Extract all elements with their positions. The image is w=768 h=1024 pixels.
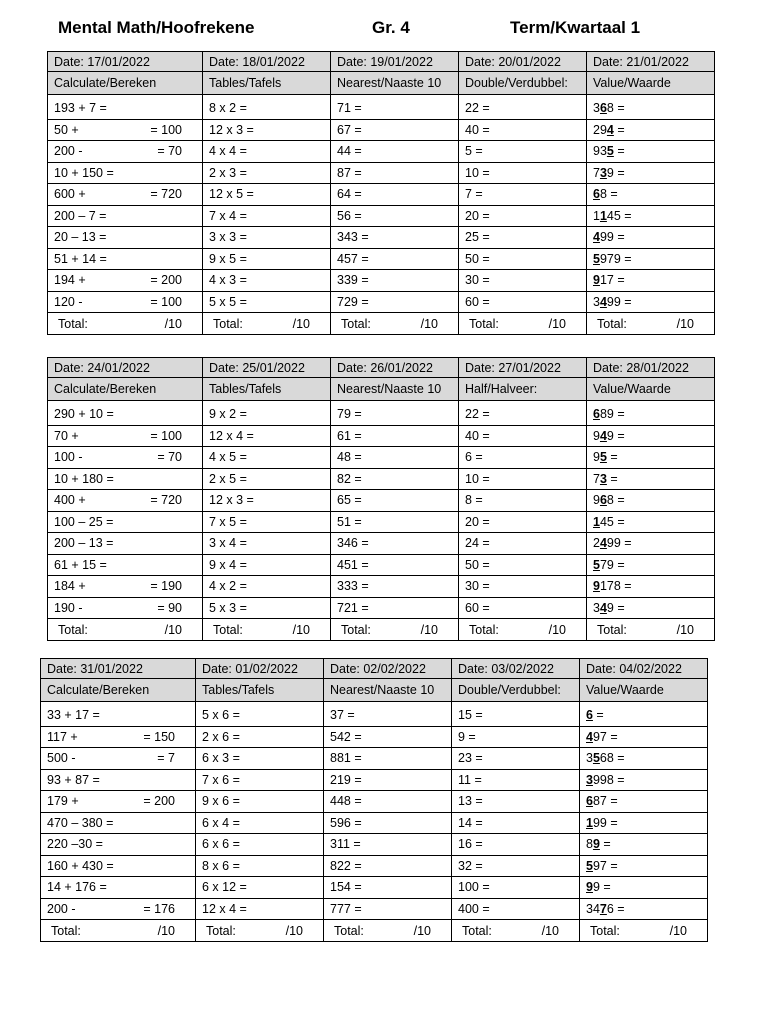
tables-cell: 6 x 12 = <box>196 877 324 899</box>
total-cell: Total: /10 <box>580 920 708 942</box>
double-cell: 50 = <box>459 554 587 576</box>
question-row <box>48 205 715 227</box>
tables-cell: 2 x 5 = <box>203 468 331 490</box>
underlined-digit: 6 <box>593 187 600 202</box>
topic-cell: Tables/Tafels <box>203 72 331 95</box>
tables-cell: 4 x 2 = <box>203 576 331 598</box>
underlined-digit: 9 <box>593 579 600 594</box>
nearest-cell: 219 = <box>324 769 452 791</box>
value-cell: 95 = <box>587 447 715 469</box>
value-cell: 349 = <box>587 597 715 619</box>
question-row <box>41 855 708 877</box>
question-row <box>48 98 715 119</box>
double-cell: 60 = <box>459 291 587 313</box>
question-row <box>48 576 715 598</box>
nearest-cell: 79 = <box>331 404 459 425</box>
total-row <box>48 619 715 641</box>
underlined-digit: 4 <box>593 230 600 245</box>
double-cell: 16 = <box>452 834 580 856</box>
nearest-cell: 721 = <box>331 597 459 619</box>
underlined-digit: 6 <box>586 794 593 809</box>
value-cell: 499 = <box>587 227 715 249</box>
value-cell: 579 = <box>587 554 715 576</box>
underlined-digit: 4 <box>599 294 607 309</box>
underlined-digit: 3 <box>586 772 593 787</box>
question-row <box>48 511 715 533</box>
question-row <box>48 490 715 512</box>
double-cell: 400 = <box>452 898 580 920</box>
value-cell: 689 = <box>587 404 715 425</box>
value-cell: 99 = <box>580 877 708 899</box>
tables-cell: 2 x 3 = <box>203 162 331 184</box>
value-cell: 68 = <box>587 184 715 206</box>
tables-cell: 5 x 6 = <box>196 705 324 726</box>
tables-cell: 4 x 5 = <box>203 447 331 469</box>
topic-row <box>41 679 708 702</box>
nearest-cell: 542 = <box>324 726 452 748</box>
underlined-digit: 5 <box>592 751 600 766</box>
double-cell: 40 = <box>459 119 587 141</box>
topic-cell: Calculate/Bereken <box>48 72 203 95</box>
calc-cell: 100 - = 70 <box>48 447 203 469</box>
tables-cell: 6 x 3 = <box>196 748 324 770</box>
question-row <box>48 554 715 576</box>
question-row <box>41 812 708 834</box>
total-cell: Total: /10 <box>587 619 715 641</box>
underlined-digit: 9 <box>592 837 600 852</box>
tables-cell: 12 x 4 = <box>196 898 324 920</box>
tables-cell: 8 x 6 = <box>196 855 324 877</box>
total-cell: Total: /10 <box>48 313 203 335</box>
underlined-digit: 9 <box>593 273 600 288</box>
calc-cell: 117 + = 150 <box>41 726 196 748</box>
tables-cell: 9 x 4 = <box>203 554 331 576</box>
double-cell: 6 = <box>459 447 587 469</box>
topic-cell: Value/Waarde <box>587 72 715 95</box>
double-cell: 30 = <box>459 270 587 292</box>
date-row <box>48 358 715 378</box>
topic-cell: Tables/Tafels <box>203 378 331 401</box>
underlined-digit: 6 <box>599 101 607 116</box>
calc-cell: 290 + 10 = <box>48 404 203 425</box>
total-cell: Total: /10 <box>196 920 324 942</box>
question-row <box>41 726 708 748</box>
question-row <box>48 533 715 555</box>
value-cell: 145 = <box>587 511 715 533</box>
value-cell: 2499 = <box>587 533 715 555</box>
date-cell: Date: 31/01/2022 <box>41 659 196 679</box>
calc-cell: 61 + 15 = <box>48 554 203 576</box>
underlined-digit: 3 <box>599 165 607 180</box>
date-cell: Date: 19/01/2022 <box>331 52 459 72</box>
calc-cell: 190 - = 90 <box>48 597 203 619</box>
date-cell: Date: 21/01/2022 <box>587 52 715 72</box>
nearest-cell: 87 = <box>331 162 459 184</box>
value-cell: 949 = <box>587 425 715 447</box>
question-row <box>41 769 708 791</box>
week-3-table <box>40 658 708 942</box>
double-cell: 14 = <box>452 812 580 834</box>
underlined-digit: 7 <box>599 901 607 916</box>
date-cell: Date: 20/01/2022 <box>459 52 587 72</box>
nearest-cell: 67 = <box>331 119 459 141</box>
double-cell: 50 = <box>459 248 587 270</box>
value-cell: 3499 = <box>587 291 715 313</box>
calc-cell: 200 – 7 = <box>48 205 203 227</box>
nearest-cell: 311 = <box>324 834 452 856</box>
total-cell: Total: /10 <box>203 313 331 335</box>
total-cell: Total: /10 <box>452 920 580 942</box>
calc-cell: 14 + 176 = <box>41 877 196 899</box>
underlined-digit: 3 <box>599 471 607 486</box>
topic-cell: Double/Verdubbel: <box>452 679 580 702</box>
underlined-digit: 4 <box>599 428 607 443</box>
date-cell: Date: 26/01/2022 <box>331 358 459 378</box>
underlined-digit: 1 <box>599 208 607 223</box>
question-row <box>48 119 715 141</box>
nearest-cell: 56 = <box>331 205 459 227</box>
underlined-digit: 5 <box>593 557 600 572</box>
tables-cell: 4 x 4 = <box>203 141 331 163</box>
calc-cell: 470 – 380 = <box>41 812 196 834</box>
value-cell: 3568 = <box>580 748 708 770</box>
underlined-digit: 1 <box>593 514 600 529</box>
double-cell: 20 = <box>459 511 587 533</box>
underlined-digit: 6 <box>599 493 607 508</box>
double-cell: 8 = <box>459 490 587 512</box>
week-1-table <box>47 51 715 335</box>
calc-cell: 200 – 13 = <box>48 533 203 555</box>
nearest-cell: 51 = <box>331 511 459 533</box>
date-cell: Date: 03/02/2022 <box>452 659 580 679</box>
value-cell: 3476 = <box>580 898 708 920</box>
total-row <box>48 313 715 335</box>
date-cell: Date: 04/02/2022 <box>580 659 708 679</box>
underlined-digit: 4 <box>599 536 607 551</box>
total-cell: Total: /10 <box>587 313 715 335</box>
nearest-cell: 154 = <box>324 877 452 899</box>
calc-cell: 10 + 150 = <box>48 162 203 184</box>
question-row <box>48 425 715 447</box>
topic-row <box>48 378 715 401</box>
double-cell: 30 = <box>459 576 587 598</box>
question-row <box>48 141 715 163</box>
nearest-cell: 37 = <box>324 705 452 726</box>
underlined-digit: 1 <box>586 815 593 830</box>
tables-cell: 7 x 4 = <box>203 205 331 227</box>
nearest-cell: 44 = <box>331 141 459 163</box>
value-cell: 89 = <box>580 834 708 856</box>
topic-cell: Double/Verdubbel: <box>459 72 587 95</box>
question-row <box>48 270 715 292</box>
double-cell: 100 = <box>452 877 580 899</box>
topic-cell: Nearest/Naaste 10 <box>331 378 459 401</box>
question-row <box>48 291 715 313</box>
date-cell: Date: 01/02/2022 <box>196 659 324 679</box>
date-cell: Date: 17/01/2022 <box>48 52 203 72</box>
value-cell: 687 = <box>580 791 708 813</box>
total-cell: Total: /10 <box>48 619 203 641</box>
underlined-digit: 6 <box>593 407 600 422</box>
underlined-digit: 5 <box>593 251 600 266</box>
value-cell: 917 = <box>587 270 715 292</box>
total-cell: Total: /10 <box>459 313 587 335</box>
grade-label: Gr. 4 <box>372 18 410 37</box>
calc-cell: 184 + = 190 <box>48 576 203 598</box>
calc-cell: 10 + 180 = <box>48 468 203 490</box>
nearest-cell: 881 = <box>324 748 452 770</box>
tables-cell: 3 x 3 = <box>203 227 331 249</box>
value-cell: 968 = <box>587 490 715 512</box>
nearest-cell: 457 = <box>331 248 459 270</box>
week-2-table <box>47 357 715 641</box>
tables-cell: 6 x 6 = <box>196 834 324 856</box>
total-cell: Total: /10 <box>324 920 452 942</box>
tables-cell: 5 x 3 = <box>203 597 331 619</box>
double-cell: 15 = <box>452 705 580 726</box>
calc-cell: 50 + = 100 <box>48 119 203 141</box>
tables-cell: 7 x 5 = <box>203 511 331 533</box>
calc-cell: 33 + 17 = <box>41 705 196 726</box>
nearest-cell: 343 = <box>331 227 459 249</box>
date-cell: Date: 24/01/2022 <box>48 358 203 378</box>
calc-cell: 51 + 14 = <box>48 248 203 270</box>
double-cell: 10 = <box>459 162 587 184</box>
question-row <box>48 447 715 469</box>
nearest-cell: 61 = <box>331 425 459 447</box>
double-cell: 10 = <box>459 468 587 490</box>
tables-cell: 4 x 3 = <box>203 270 331 292</box>
question-row <box>48 227 715 249</box>
nearest-cell: 333 = <box>331 576 459 598</box>
double-cell: 60 = <box>459 597 587 619</box>
total-cell: Total: /10 <box>331 619 459 641</box>
topic-cell: Nearest/Naaste 10 <box>324 679 452 702</box>
date-cell: Date: 28/01/2022 <box>587 358 715 378</box>
double-cell: 13 = <box>452 791 580 813</box>
calc-cell: 220 –30 = <box>41 834 196 856</box>
nearest-cell: 729 = <box>331 291 459 313</box>
calc-cell: 193 + 7 = <box>48 98 203 119</box>
nearest-cell: 339 = <box>331 270 459 292</box>
total-row <box>41 920 708 942</box>
calc-cell: 100 – 25 = <box>48 511 203 533</box>
calc-cell: 179 + = 200 <box>41 791 196 813</box>
date-cell: Date: 02/02/2022 <box>324 659 452 679</box>
question-row <box>48 468 715 490</box>
question-row <box>41 877 708 899</box>
nearest-cell: 48 = <box>331 447 459 469</box>
double-cell: 9 = <box>452 726 580 748</box>
value-cell: 73 = <box>587 468 715 490</box>
term-label: Term/Kwartaal 1 <box>510 18 641 37</box>
nearest-cell: 822 = <box>324 855 452 877</box>
value-cell: 5979 = <box>587 248 715 270</box>
value-cell: 6 = <box>580 705 708 726</box>
total-cell: Total: /10 <box>459 619 587 641</box>
double-cell: 20 = <box>459 205 587 227</box>
question-row <box>41 791 708 813</box>
topic-cell: Nearest/Naaste 10 <box>331 72 459 95</box>
value-cell: 294 = <box>587 119 715 141</box>
underlined-digit: 4 <box>586 729 593 744</box>
question-row <box>48 184 715 206</box>
double-cell: 32 = <box>452 855 580 877</box>
value-cell: 368 = <box>587 98 715 119</box>
topic-cell: Value/Waarde <box>580 679 708 702</box>
value-cell: 1145 = <box>587 205 715 227</box>
topic-cell: Calculate/Bereken <box>41 679 196 702</box>
calc-cell: 200 - = 70 <box>48 141 203 163</box>
underlined-digit: 4 <box>606 122 614 137</box>
question-row <box>48 597 715 619</box>
nearest-cell: 777 = <box>324 898 452 920</box>
calc-cell: 200 - = 176 <box>41 898 196 920</box>
value-cell: 739 = <box>587 162 715 184</box>
tables-cell: 2 x 6 = <box>196 726 324 748</box>
underlined-digit: 5 <box>586 858 593 873</box>
question-row <box>48 404 715 425</box>
double-cell: 24 = <box>459 533 587 555</box>
tables-cell: 7 x 6 = <box>196 769 324 791</box>
total-cell: Total: /10 <box>203 619 331 641</box>
double-cell: 40 = <box>459 425 587 447</box>
tables-cell: 9 x 5 = <box>203 248 331 270</box>
nearest-cell: 448 = <box>324 791 452 813</box>
total-cell: Total: /10 <box>41 920 196 942</box>
worksheet-title: Mental Math/Hoofrekene <box>58 18 255 37</box>
calc-cell: 500 - = 7 <box>41 748 196 770</box>
double-cell: 22 = <box>459 98 587 119</box>
double-cell: 22 = <box>459 404 587 425</box>
double-cell: 5 = <box>459 141 587 163</box>
double-cell: 7 = <box>459 184 587 206</box>
value-cell: 3998 = <box>580 769 708 791</box>
calc-cell: 93 + 87 = <box>41 769 196 791</box>
question-row <box>48 162 715 184</box>
date-cell: Date: 25/01/2022 <box>203 358 331 378</box>
question-row <box>41 834 708 856</box>
tables-cell: 12 x 5 = <box>203 184 331 206</box>
tables-cell: 3 x 4 = <box>203 533 331 555</box>
nearest-cell: 65 = <box>331 490 459 512</box>
nearest-cell: 82 = <box>331 468 459 490</box>
topic-cell: Tables/Tafels <box>196 679 324 702</box>
tables-cell: 8 x 2 = <box>203 98 331 119</box>
underlined-digit: 6 <box>586 708 593 723</box>
calc-cell: 600 + = 720 <box>48 184 203 206</box>
value-cell: 497 = <box>580 726 708 748</box>
nearest-cell: 596 = <box>324 812 452 834</box>
date-row <box>41 659 708 679</box>
question-row <box>41 705 708 726</box>
question-row <box>41 898 708 920</box>
calc-cell: 160 + 430 = <box>41 855 196 877</box>
topic-row <box>48 72 715 95</box>
date-cell: Date: 18/01/2022 <box>203 52 331 72</box>
tables-cell: 9 x 2 = <box>203 404 331 425</box>
calc-cell: 194 + = 200 <box>48 270 203 292</box>
nearest-cell: 64 = <box>331 184 459 206</box>
nearest-cell: 451 = <box>331 554 459 576</box>
underlined-digit: 5 <box>606 144 614 159</box>
value-cell: 9178 = <box>587 576 715 598</box>
date-row <box>48 52 715 72</box>
total-cell: Total: /10 <box>331 313 459 335</box>
calc-cell: 20 – 13 = <box>48 227 203 249</box>
underlined-digit: 5 <box>599 450 607 465</box>
value-cell: 199 = <box>580 812 708 834</box>
value-cell: 597 = <box>580 855 708 877</box>
calc-cell: 120 - = 100 <box>48 291 203 313</box>
question-row <box>41 748 708 770</box>
tables-cell: 12 x 3 = <box>203 119 331 141</box>
tables-cell: 9 x 6 = <box>196 791 324 813</box>
tables-cell: 5 x 5 = <box>203 291 331 313</box>
double-cell: 11 = <box>452 769 580 791</box>
topic-cell: Half/Halveer: <box>459 378 587 401</box>
tables-cell: 12 x 3 = <box>203 490 331 512</box>
question-row <box>48 248 715 270</box>
calc-cell: 400 + = 720 <box>48 490 203 512</box>
tables-cell: 12 x 4 = <box>203 425 331 447</box>
underlined-digit: 4 <box>599 600 607 615</box>
topic-cell: Value/Waarde <box>587 378 715 401</box>
tables-cell: 6 x 4 = <box>196 812 324 834</box>
underlined-digit: 9 <box>586 880 593 895</box>
calc-cell: 70 + = 100 <box>48 425 203 447</box>
double-cell: 25 = <box>459 227 587 249</box>
nearest-cell: 346 = <box>331 533 459 555</box>
double-cell: 23 = <box>452 748 580 770</box>
topic-cell: Calculate/Bereken <box>48 378 203 401</box>
nearest-cell: 71 = <box>331 98 459 119</box>
value-cell: 935 = <box>587 141 715 163</box>
date-cell: Date: 27/01/2022 <box>459 358 587 378</box>
